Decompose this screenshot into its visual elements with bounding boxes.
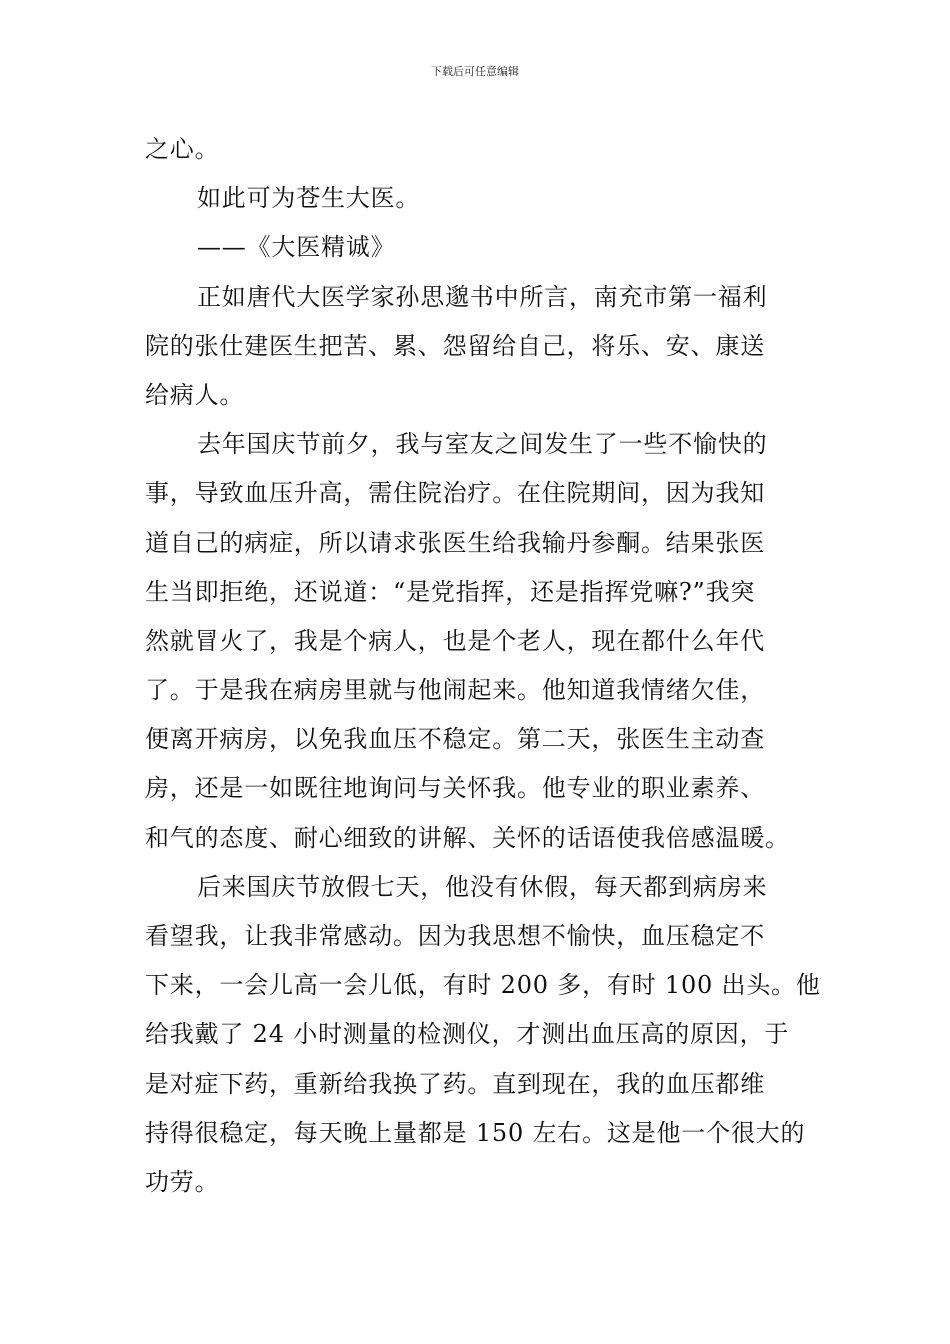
text-line: 正如唐代大医学家孙思邈书中所言，南充市第一福利 [197, 282, 768, 311]
text-line: 给病人。 [145, 380, 245, 409]
text-line: 看望我，让我非常感动。因为我思想不愉快，血压稳定不 [145, 922, 765, 950]
text-line: 之心。 [145, 135, 220, 163]
text-line: 给我戴了 24 小时测量的检测仪，才测出血压高的原因，于 [145, 1020, 790, 1049]
text-line: 房，还是一如既往地询问与关怀我。他专业的职业素养、 [145, 774, 765, 803]
text-line: 便离开病房，以免我血压不稳定。第二天，张医生主动查 [145, 725, 765, 754]
text-line: 道自己的病症，所以请求张医生给我输丹参酮。结果张医 [145, 528, 765, 557]
text-line: 如此可为苍生大医。 [197, 184, 421, 213]
text-line: 后来国庆节放假七天，他没有休假，每天都到病房来 [197, 872, 768, 901]
text-line: 院的张仕建医生把苦、累、怨留给自己，将乐、安、康送 [145, 331, 765, 360]
text-line: 功劳。 [145, 1167, 220, 1196]
text-line: 是对症下药，重新给我换了药。直到现在，我的血压都维 [145, 1069, 765, 1098]
text-line: 了。于是我在病房里就与他闹起来。他知道我情绪欠佳， [145, 676, 765, 705]
text-line: ——《大医精诚》 [197, 233, 396, 262]
text-line: 生当即拒绝，还说道：“是党指挥，还是指挥党嘛?”我突 [145, 577, 756, 606]
text-line: 去年国庆节前夕，我与室友之间发生了一些不愉快的 [197, 430, 768, 459]
text-line: 持得很稳定，每天晚上量都是 150 左右。这是他一个很大的 [145, 1118, 806, 1147]
text-line: 然就冒火了，我是个病人，也是个老人，现在都什么年代 [145, 626, 765, 655]
document-body [145, 125, 821, 1207]
text-line: 事，导致血压升高，需住院治疗。在住院期间，因为我知 [145, 479, 765, 508]
page-header: 下载后可任意编辑 [431, 65, 519, 78]
text-line: 和气的态度、耐心细致的讲解、关怀的话语使我倍感温暖。 [145, 823, 790, 852]
text-line: 下来，一会儿高一会儿低，有时 200 多，有时 100 出头。他 [145, 971, 821, 1000]
